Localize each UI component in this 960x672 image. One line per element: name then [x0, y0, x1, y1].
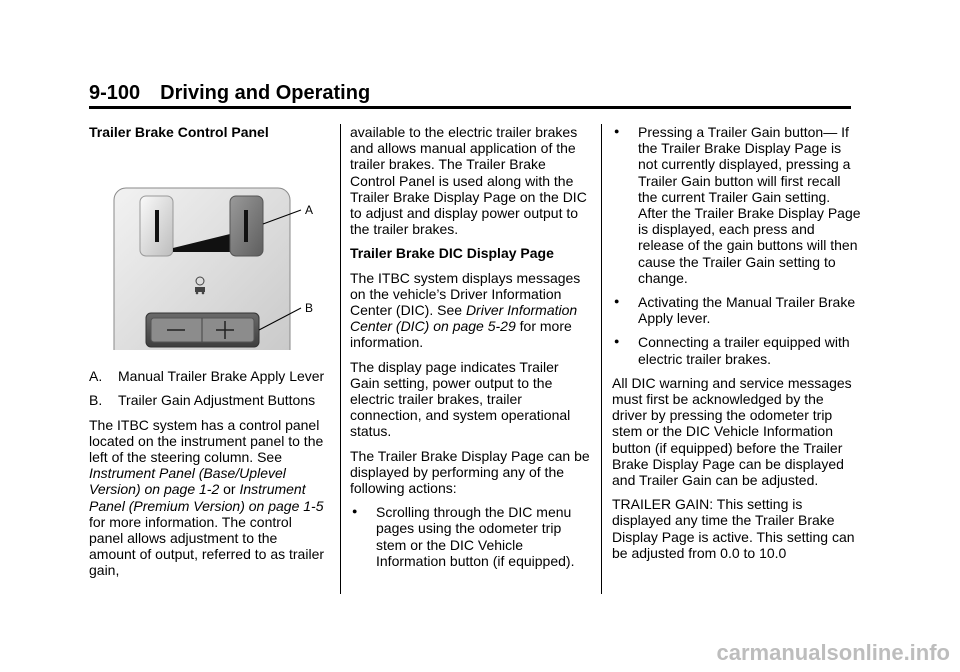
link-dic[interactable]: Driver Information Center (DIC) on page 5-29 — [350, 302, 578, 335]
control-panel-illustration — [89, 150, 327, 350]
page-number: 9-100 — [89, 82, 141, 104]
legend-item-a: A. Manual Trailer Brake Apply Lever — [89, 368, 325, 385]
bullet-item: ● Connecting a trailer equipped with electric trailer brakes. — [614, 334, 850, 367]
bullet-dot: ● — [352, 506, 358, 517]
bullet-item: ● Activating the Manual Trailer Brake Apply lever. — [614, 294, 856, 327]
bullet-item: ● Scrolling through the DIC menu pages using the odometer trip stem or the DIC Vehicle Information button (if equipped). — [352, 504, 575, 569]
paragraph-gain-available: available to the electric trailer brakes and allows manual application of the trailer brakes. The Trailer Brake Control Panel is used along with the Trailer Brake Display Page on the DIC to adjust and display power output to the trailer brakes. — [350, 124, 587, 238]
column-1 — [89, 124, 327, 587]
watermark: carmanualsonline.info — [716, 640, 950, 665]
bullet-dot: ● — [614, 126, 620, 136]
page-title: Driving and Operating — [160, 82, 371, 104]
figure-label-b: B — [305, 301, 314, 316]
link-instrument-panel-base[interactable]: Instrument Panel (Base/Uplevel Version) on page 1-2 — [89, 465, 286, 498]
bullet-dot: ● — [614, 296, 620, 307]
bullet-item: ● Pressing a Trailer Gain button— If the Trailer Brake Display Page is not currently displayed, pressing a Trailer Gain button will first recall the current Trailer Gain setting. After the Trailer Brake Display Page is displayed, each press and release of the gain buttons will then cause the Trailer Gain setting to change. — [614, 124, 861, 286]
paragraph-display-page: The display page indicates Trailer Gain setting, power output to the electric trailer brakes, trailer connection, and system operational status. — [350, 358, 571, 440]
link-instrument-panel-premium[interactable]: Instrument Panel (Premium Version) on page 1-5 — [89, 481, 324, 514]
paragraph-dic-warnings: All DIC warning and service messages must first be acknowledged by the driver by pressing the odometer trip stem or the DIC Vehicle Information button (if equipped) before the Trailer Brake Display Page can be displayed and Trailer Gain can be adjusted. — [612, 374, 852, 489]
section-heading-dic-display: Trailer Brake DIC Display Page — [350, 245, 554, 262]
control-panel-figure — [89, 150, 327, 350]
paragraph-itbc-messages: The ITBC system displays messages on the vehicle’s Driver Information Center (DIC). See Driver Information Center (DIC) on page 5-29 for more information. — [350, 269, 581, 351]
column-divider-1 — [340, 124, 341, 594]
bullet-dot: ● — [614, 336, 620, 347]
column-divider-2 — [601, 124, 602, 594]
page-header — [89, 80, 851, 109]
paragraph-actions-intro: The Trailer Brake Display Page can be displayed by performing any of the following actions: — [350, 447, 590, 497]
paragraph-trailer-gain: TRAILER GAIN: This setting is displayed any time the Trailer Brake Display Page is active. This setting can be adjusted from 0.0 to 10.0 — [612, 496, 855, 561]
legend-item-b: B. Trailer Gain Adjustment Buttons — [89, 392, 316, 409]
lever-right-mark — [244, 210, 248, 242]
paragraph-itbc-panel: The ITBC system has a control panel located on the instrument panel to the left of the steering column. See Instrument Panel (Base/Uplevel Version) on page 1-2 or Instrument Panel (Premium Version) on page 1-5 for more information. The control panel allows adjustment to the amount of output, referred to as trailer gain, — [89, 416, 325, 579]
section-heading-control-panel: Trailer Brake Control Panel — [89, 124, 269, 140]
column-3 — [612, 124, 862, 569]
lever-left-mark — [155, 210, 159, 242]
column-2 — [350, 124, 590, 577]
figure-label-a: A — [305, 203, 314, 218]
